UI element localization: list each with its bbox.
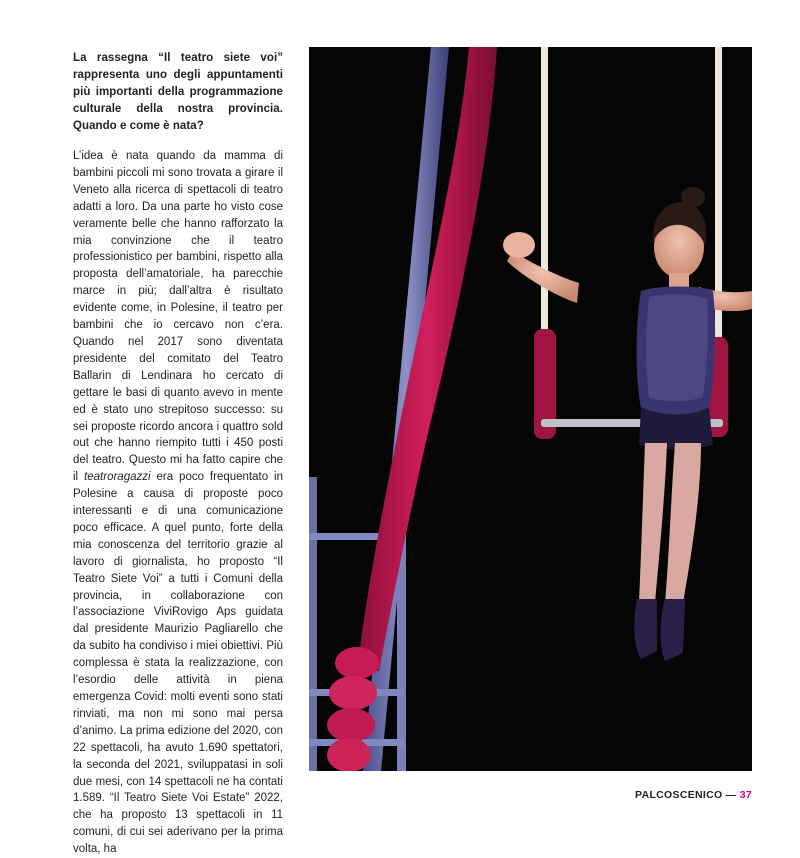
page-number: 37 <box>739 789 752 801</box>
photo-illustration <box>309 47 752 771</box>
interview-answer <box>73 148 283 858</box>
section-name: PALCOSCENICO <box>635 789 723 801</box>
answer-text-part2: era poco frequentato in Polesine a causa di proposte poco interessanti e di una comunicazione poco efficace. A quel punto, forte della mia conoscenza del territorio grazie al lavoro di giornalista, ho proposto “Il Teatro Siete Voi” a tutti i Comuni della provincia, in collaborazione con l’associazione ViviRovigo Aps guidata dal presidente Maurizio Pagliarello che da subito ha condiviso i miei obiettivi. Più complessa è stata la realizzazione, con l’esordio delle attività in piena emergenza Covid: molti eventi sono stati rinviati, ma non mi sono mai persa d’animo. La prima edizione del 2020, con 22 spettacoli, ha avuto 1.690 spettatori, la seconda del 2021, sviluppatasi in soli due mesi, con 14 spettacoli ne ha contati 1.589. “Il Teatro Siete Voi Estate” 2022, che ha proposto 13 spettacoli in 11 comuni, di cui sei aderivano per la prima volta, ha <box>73 471 283 856</box>
footer-separator: — <box>722 789 740 801</box>
interview-question: La rassegna “Il teatro siete voi” rappresenta uno degli appuntamenti più importanti della programmazione culturale della nostra provincia. Quando e come è nata? <box>73 52 283 132</box>
article-column <box>73 50 283 858</box>
answer-italic-term: teatroragazzi <box>84 471 151 484</box>
page-footer <box>635 789 752 801</box>
answer-text-part1: L’idea è nata quando da mamma di bambini piccoli mi sono trovata a girare il Veneto alla ricerca di spettacoli di teatro adatti a loro. Da una parte ho visto cose veramente belle che hanno rafforzato la mia convinzione che il teatro professionistico per bambini, rispetto alla proposta dell’amatoriale, ha parecchie marce in più; dall’altra è risultato evidente come, in Polesine, il teatro per bambini che io cercavo non c’era. Quando nel 2017 sono diventata presidente del comitato del Teatro Ballarin di Lendinara ho cercato di gettare le basi di quanto avevo in mente ed è stato uno strepitoso successo: su sei proposte ricordo ancora i quattro sold out che hanno riempito tutti i 450 posti del teatro. Questo mi ha fatto capire che il <box>73 150 283 484</box>
trapeze-performer-photo <box>309 47 752 771</box>
trapeze-rope-left <box>541 47 548 347</box>
